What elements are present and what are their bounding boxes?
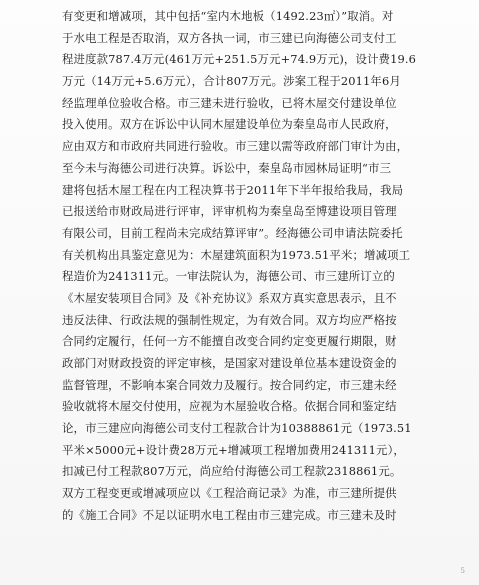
text-line: 建将包括木屋工程在内工程决算书于2011年下半年报给我局，我局: [62, 182, 404, 197]
text-line: 合同约定履行，任何一方不能擅自改变合同约定变更履行期限，财: [62, 334, 397, 349]
text-line: 有限公司，目前工程尚未完成结算评审”。经海德公司申请法院委托: [62, 225, 403, 240]
text-line: 至今未与海德公司进行决算。诉讼中，秦皇岛市园林局证明“市三: [62, 160, 392, 175]
text-line: 监督管理，不影响本案合同效力及履行。按合同约定，市三建未经: [62, 377, 397, 392]
text-line: 经监理单位验收合格。市三建未进行验收，已将木屋交付建设单位: [62, 95, 397, 110]
text-line: 扣减已付工程款807万元，尚应给付海德公司工程款2318861元。: [62, 464, 402, 479]
text-line: 有变更和增减项，其中包括“室内木地板（1492.23㎡）”取消。对: [62, 9, 394, 23]
text-line: 程进度款787.4万元(461万元+251.5万元+74.9万元)，设计费19.6: [62, 52, 417, 67]
text-line: 万元（14万元+5.6万元），合计807万元。涉案工程于2011年6月: [62, 74, 401, 89]
text-line: 应由双方和市政府共同进行验收。市三建以需等政府部门审计为由，: [62, 139, 409, 154]
text-line: 双方工程变更或增减项应以《工程洽商记录》为准，市三建所提供: [62, 486, 397, 501]
text-line: 验收就将木屋交付使用，应视为木屋验收合格。依据合同和鉴定结: [62, 399, 397, 414]
text-line: 违反法律、行政法规的强制性规定，为有效合同。双方均应严格按: [62, 312, 397, 327]
text-line: 的《施工合同》不足以证明水电工程由市三建完成。市三建未及时: [62, 507, 397, 522]
text-line: 《木屋安装项目合同》及《补充协议》系双方真实意思表示，且不: [62, 290, 397, 305]
text-line: 有关机构出具鉴定意见为：木屋建筑面积为1973.51平米；增减项工: [62, 247, 411, 262]
text-line: 投入使用。双方在诉讼中认同木屋建设单位为秦皇岛市人民政府，: [62, 117, 397, 132]
text-line: 程造价为241311元。一审法院认为，海德公司、市三建所订立的: [62, 269, 395, 284]
text-line: 政部门对财政投资的评定审核，是国家对建设单位基本建设资金的: [62, 356, 397, 370]
text-line: 平米×5000元+设计费28万元+增减项工程增加费用241311元），: [62, 442, 405, 457]
text-line: 已报送给市财政局进行评审，评审机构为秦皇岛至博建设项目管理: [62, 204, 397, 219]
page-number: 5: [460, 567, 465, 575]
text-line: 论，市三建应向海德公司支付工程款合计为10388861元（1973.51: [62, 421, 412, 436]
document-body: [62, 6, 462, 527]
text-line: 于水电工程是否取消，双方各执一词，市三建已向海德公司支付工: [62, 30, 397, 45]
